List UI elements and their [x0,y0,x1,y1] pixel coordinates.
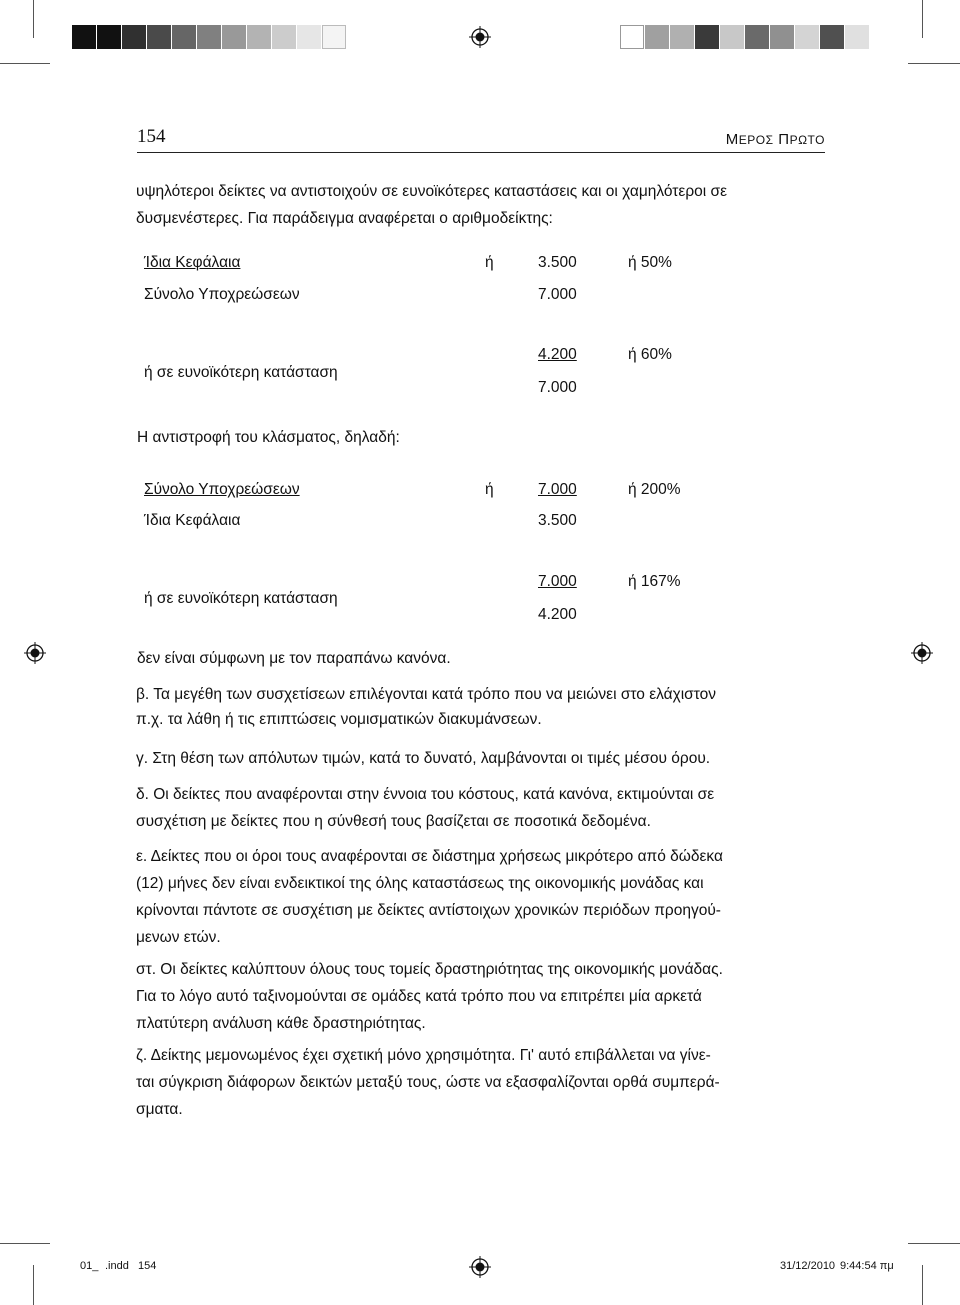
ratio-result: ή 200% [628,481,681,498]
favorable-label: ή σε ευνοϊκότερη κατάσταση [144,590,338,607]
swatch [720,25,744,49]
intro-paragraph [136,178,826,232]
swatch [297,25,321,49]
favorable-numerator: 7.000 [538,573,577,590]
header-rule [137,152,825,153]
text-line: (12) μήνες δεν είναι ενδεικτικοί της όλης καταστάσεως της οικονομικής μονάδας και [136,875,704,892]
point-z [136,1042,826,1123]
text-line: δυσμενέστερες. Για παράδειγμα αναφέρεται ο αριθμοδείκτης: [136,210,553,227]
swatch [272,25,296,49]
slug-date: 31/12/2010 [780,1260,836,1272]
swatch [97,25,121,49]
point-e [136,843,826,951]
numerator-value: 7.000 [538,481,577,498]
crop-mark [0,63,50,64]
text-line: γ. Στη θέση των απόλυτων τιμών, κατά το δυνατό, λαμβάνονται οι τιμές μέσου όρου. [136,750,711,767]
swatch [820,25,844,49]
inverse-intro: Η αντιστροφή του κλάσματος, δηλαδή: [137,429,400,446]
text-line: πλατύτερη ανάλυση κάθε δραστηριότητας. [136,1015,426,1032]
crop-mark [908,63,960,64]
slug-file-right: .indd 154 [105,1260,157,1272]
point-b [136,682,826,732]
text-line: Για το λόγο αυτό ταξινομούνται σε ομάδες κατά τρόπο που να επιτρέπει μία αρκετά [136,988,702,1005]
swatch [795,25,819,49]
denominator-value: 7.000 [538,286,577,303]
crop-mark [33,1265,34,1305]
favorable-numerator: 4.200 [538,346,577,363]
fraction-numerator-label: Ίδια Κεφάλαια [144,254,241,271]
point-d [136,781,826,835]
swatch [122,25,146,49]
fraction-denominator-label: Ίδια Κεφάλαια [144,512,241,529]
fraction-denominator-label: Σύνολο Υποχρεώσεων [144,286,300,303]
running-title-cap: Μ [725,131,739,148]
text-line: ται σύγκριση διάφορων δεικτών μεταξύ τους, ώστε να εξασφαλίζονται ορθά συμπερά- [136,1074,720,1091]
text-line: κρίνονται πάντοτε σε συσχέτιση με δείκτες αντίστοιχων χρονικών περιόδων προηγού- [136,902,721,919]
text-line: υψηλότεροι δείκτες να αντιστοιχούν σε ευνοϊκότερες καταστάσεις και οι χαμηλότεροι σε [136,183,728,200]
swatch [695,25,719,49]
registration-mark-icon [469,1256,491,1278]
text-line: συσχέτιση με δείκτες που η σύνθεσή τους βασίζεται σε ποσοτικά δεδομένα. [136,813,651,830]
favorable-result: ή 167% [628,573,681,590]
registration-mark-icon [24,642,46,664]
registration-mark-icon [469,26,491,48]
text-line: ζ. Δείκτης μεμονωμένος έχει σχετική μόνο χρησιμότητα. Γι' αυτό επιβάλλεται να γίνε- [136,1047,711,1064]
point-g [136,745,826,772]
color-bar-right [620,25,870,49]
swatch [247,25,271,49]
crop-mark [922,1265,923,1305]
swatch [197,25,221,49]
crop-mark [908,1243,960,1244]
swatch [222,25,246,49]
registration-mark-icon [911,642,933,664]
ratio-result: ή 50% [628,254,672,271]
text-line: μενων ετών. [136,929,221,946]
running-title [726,131,825,148]
favorable-label: ή σε ευνοϊκότερη κατάσταση [144,364,338,381]
not-consistent-note: δεν είναι σύμφωνη με τον παραπάνω κανόνα. [137,650,451,667]
swatch [147,25,171,49]
running-title-cap: Π [778,131,790,148]
running-title-rest: ΕΡΟΣ [738,133,774,147]
or-label: ή [485,481,494,498]
swatch [645,25,669,49]
color-bar-left [72,25,347,49]
text-line: β. Τα μεγέθη των συσχετίσεων επιλέγονται κατά τρόπο που να μειώνει στο ελάχιστον [136,686,717,703]
numerator-value: 3.500 [538,254,577,271]
text-line: ε. Δείκτες που οι όροι τους αναφέρονται σε διάστημα χρήσεως μικρότερο από δώδεκα [136,848,723,865]
point-st [136,956,826,1037]
crop-mark [0,1243,50,1244]
running-title-rest: ΡΩΤΟ [789,133,825,147]
swatch [322,25,346,49]
crop-mark [922,0,923,38]
swatch [745,25,769,49]
text-line: δ. Οι δείκτες που αναφέρονται στην έννοια του κόστους, κατά κανόνα, εκτιμούνται σε [136,786,715,803]
slug-file-left: 01_ [80,1260,99,1272]
denominator-value: 3.500 [538,512,577,529]
text-line: π.χ. τα λάθη ή τις επιπτώσεις νομισματικών διακυμάνσεων. [136,711,542,728]
text-line: σματα. [136,1101,183,1118]
text-line: στ. Οι δείκτες καλύπτουν όλους τους τομείς δραστηριότητας της οικονομικής μονάδας. [136,961,723,978]
swatch [620,25,644,49]
favorable-denominator: 4.200 [538,606,577,623]
swatch [72,25,96,49]
page-number: 154 [137,126,166,147]
swatch [172,25,196,49]
crop-mark [33,0,34,38]
fraction-numerator-label: Σύνολο Υποχρεώσεων [144,481,300,498]
slug-time: 9:44:54 πμ [840,1260,894,1272]
favorable-result: ή 60% [628,346,672,363]
swatch [845,25,869,49]
swatch [670,25,694,49]
swatch [770,25,794,49]
favorable-denominator: 7.000 [538,379,577,396]
or-label: ή [485,254,494,271]
